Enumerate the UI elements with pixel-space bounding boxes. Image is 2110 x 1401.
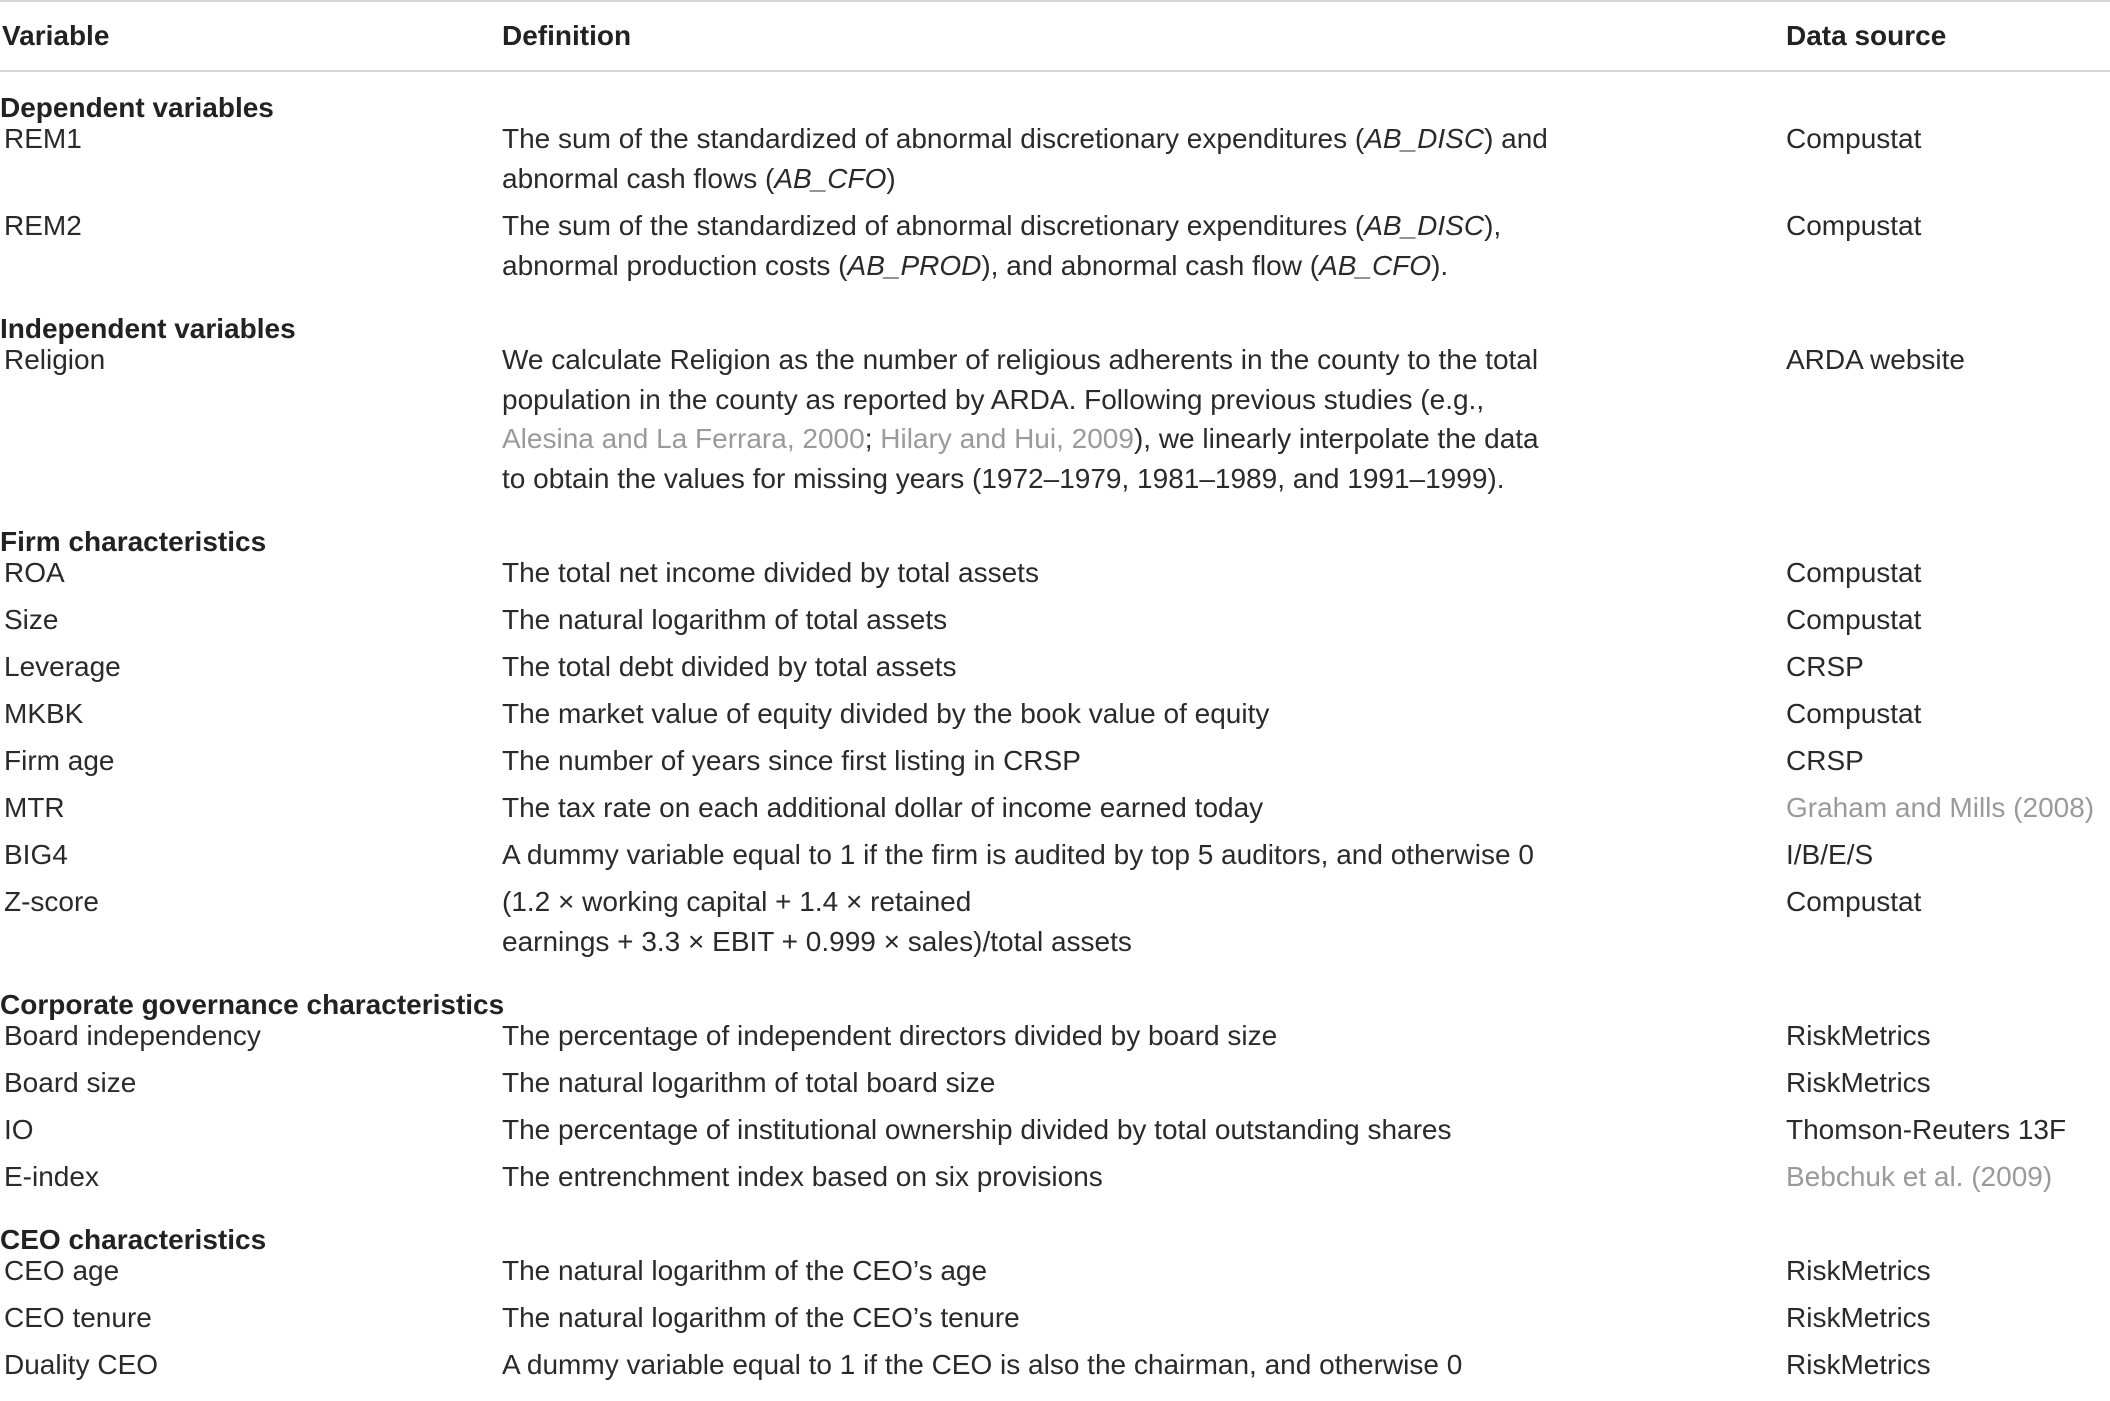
variable-cell: Board independency <box>4 1020 261 1051</box>
definition-cell <box>502 340 1602 498</box>
definition-cell: The total debt divided by total assets <box>502 651 957 682</box>
source-cell: RiskMetrics <box>1786 1020 1931 1051</box>
definition-text: ), and abnormal cash flow ( <box>981 249 1320 281</box>
definition-cell: The percentage of institutional ownership divided by total outstanding shares <box>502 1114 1452 1145</box>
definition-cell <box>502 119 1602 198</box>
definition-cell: The natural logarithm of the CEO’s tenure <box>502 1302 1020 1333</box>
table-row <box>0 647 2110 694</box>
definition-line: earnings + 3.3 × EBIT + 0.999 × sales)/total assets <box>502 925 1132 957</box>
definition-text: abnormal cash flows ( <box>502 162 775 194</box>
variable-cell: Board size <box>4 1067 137 1098</box>
table-row <box>0 1251 2110 1298</box>
source-cell: CRSP <box>1786 651 1864 682</box>
definition-line <box>502 119 1602 159</box>
variable-cell: Firm age <box>4 745 115 776</box>
definition-text: ), <box>1484 210 1502 241</box>
definition-text: ). <box>1431 249 1449 281</box>
definition-italic: AB_PROD <box>847 249 982 281</box>
section-title-text: Corporate governance characteristics <box>0 989 505 1020</box>
section-title <box>0 293 2110 344</box>
definition-line <box>502 419 1602 459</box>
table-row <box>0 340 2110 506</box>
source-cell: Compustat <box>1786 557 1922 588</box>
definition-line <box>502 246 1602 286</box>
definition-cell: The total net income divided by total assets <box>502 557 1039 588</box>
definition-cell: A dummy variable equal to 1 if the firm is audited by top 5 auditors, and otherwise 0 <box>502 839 1534 870</box>
definition-cell: The entrenchment index based on six provisions <box>502 1161 1103 1192</box>
table-row <box>0 206 2110 293</box>
definition-line: population in the county as reported by ARDA. Following previous studies (e.g., <box>502 383 1485 415</box>
variable-cell: CEO tenure <box>4 1302 152 1333</box>
source-cell: ARDA website <box>1786 344 1965 375</box>
source-cell: Compustat <box>1786 210 1922 241</box>
header-definition: Definition <box>502 20 632 51</box>
variable-cell: REM2 <box>4 210 82 241</box>
definition-italic: AB_DISC <box>1364 123 1485 154</box>
source-cell: Compustat <box>1786 698 1922 729</box>
variable-cell: IO <box>4 1114 34 1145</box>
table-row <box>0 741 2110 788</box>
definition-cell: The natural logarithm of total board size <box>502 1067 996 1098</box>
definition-text: The sum of the standardized of abnormal discretionary expenditures ( <box>502 123 1365 154</box>
table-header <box>0 2 2110 72</box>
section-title <box>0 72 2110 123</box>
variable-cell: Duality CEO <box>4 1349 159 1380</box>
section-title-text: Firm characteristics <box>0 526 267 557</box>
table-row <box>0 694 2110 741</box>
variable-cell: Religion <box>4 344 106 375</box>
definition-cell: The tax rate on each additional dollar of income earned today <box>502 792 1264 823</box>
definition-text: ) <box>886 162 896 194</box>
definition-italic: AB_DISC <box>1364 210 1485 241</box>
variable-cell: MTR <box>4 792 65 823</box>
definition-text: ) and <box>1484 123 1548 154</box>
definition-cell: The natural logarithm of total assets <box>502 604 948 635</box>
variable-cell: Leverage <box>4 651 121 682</box>
table-row <box>0 1063 2110 1110</box>
definition-line: to obtain the values for missing years (1972–1979, 1981–1989, and 1991–1999). <box>502 462 1505 494</box>
section-title-text: Independent variables <box>0 313 296 344</box>
source-cell: Compustat <box>1786 886 1922 917</box>
definition-line: (1.2 × working capital + 1.4 × retained <box>502 886 972 917</box>
definition-cell: The market value of equity divided by the book value of equity <box>502 698 1270 729</box>
definition-text: abnormal production costs ( <box>502 249 848 281</box>
table-row <box>0 835 2110 882</box>
definition-cell: The natural logarithm of the CEO’s age <box>502 1255 988 1286</box>
definition-italic: AB_CFO <box>1319 249 1432 281</box>
definition-line <box>502 206 1602 246</box>
table-row <box>0 882 2110 969</box>
variable-cell: REM1 <box>4 123 82 154</box>
definition-text: ), we linearly interpolate the data <box>1133 423 1539 454</box>
source-cell: RiskMetrics <box>1786 1067 1931 1098</box>
table-row <box>0 553 2110 600</box>
definition-line <box>502 159 1602 199</box>
definition-italic: AB_CFO <box>774 162 887 194</box>
variable-cell: BIG4 <box>4 839 68 870</box>
source-cell: I/B/E/S <box>1786 839 1874 870</box>
table-row <box>0 119 2110 206</box>
definition-text: The sum of the standardized of abnormal discretionary expenditures ( <box>502 210 1365 241</box>
header-variable: Variable <box>2 20 110 51</box>
header-data-source: Data source <box>1786 20 1947 51</box>
source-cell: RiskMetrics <box>1786 1349 1931 1380</box>
variable-cell: Z-score <box>4 886 99 917</box>
definition-cell: The number of years since first listing in CRSP <box>502 745 1081 776</box>
definition-cell <box>502 206 1602 285</box>
definition-cell: A dummy variable equal to 1 if the CEO is also the chairman, and otherwise 0 <box>502 1349 1463 1380</box>
citation-link[interactable]: Hilary and Hui, 2009 <box>880 423 1134 454</box>
source-cell: RiskMetrics <box>1786 1302 1931 1333</box>
variable-cell: CEO age <box>4 1255 120 1286</box>
variable-cell: E-index <box>4 1161 99 1192</box>
section-title-text: CEO characteristics <box>0 1224 267 1255</box>
section-title <box>0 506 2110 557</box>
variable-cell: Size <box>4 604 59 635</box>
table-row <box>0 788 2110 835</box>
source-cell: Thomson-Reuters 13F <box>1786 1114 2067 1145</box>
definition-cell: The percentage of independent directors divided by board size <box>502 1020 1278 1051</box>
source-citation-link[interactable]: Graham and Mills (2008) <box>1786 792 2095 823</box>
source-cell: Compustat <box>1786 604 1922 635</box>
section-title <box>0 1204 2110 1255</box>
table-row <box>0 1157 2110 1204</box>
table-row <box>0 600 2110 647</box>
table-row <box>0 1110 2110 1157</box>
source-cell: Compustat <box>1786 123 1922 154</box>
variable-cell: MKBK <box>4 698 84 729</box>
section-title-text: Dependent variables <box>0 92 274 123</box>
table-row <box>0 1345 2110 1392</box>
table-row <box>0 1298 2110 1345</box>
citation-link[interactable]: Alesina and La Ferrara, 2000 <box>502 423 865 454</box>
source-cell: CRSP <box>1786 745 1864 776</box>
table-body <box>0 72 2110 1392</box>
section-title <box>0 969 2110 1020</box>
definition-line: We calculate Religion as the number of religious adherents in the county to the total <box>502 344 1539 375</box>
source-citation-link[interactable]: Bebchuk et al. (2009) <box>1786 1161 2053 1192</box>
definition-cell <box>502 882 1602 961</box>
definition-text: ; <box>864 423 881 454</box>
variable-cell: ROA <box>4 557 65 588</box>
table-row <box>0 1016 2110 1063</box>
source-cell: RiskMetrics <box>1786 1255 1931 1286</box>
